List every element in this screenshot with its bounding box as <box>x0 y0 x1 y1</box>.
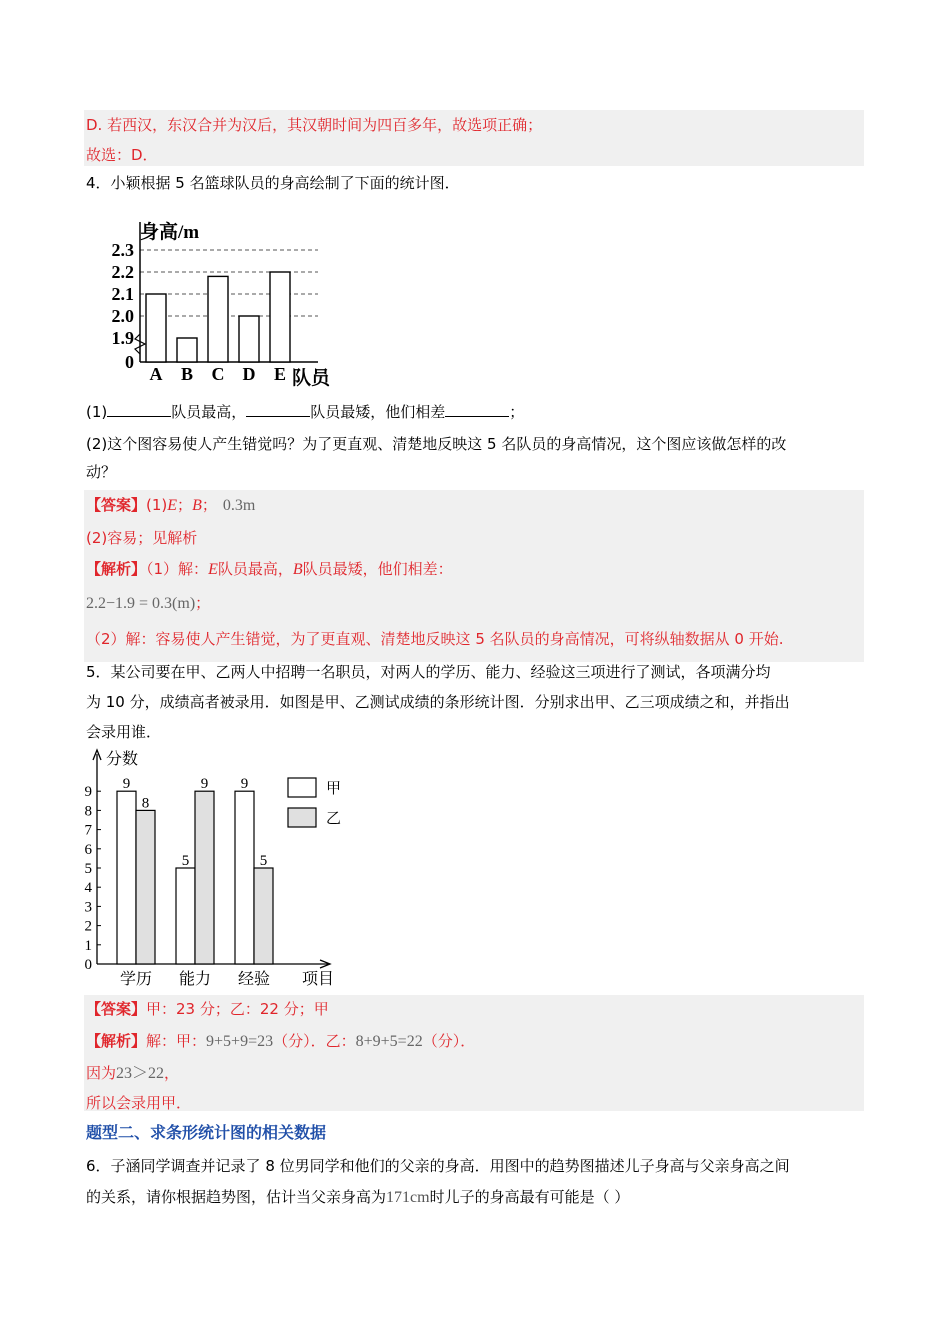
q4-ylabel: 身高/m <box>140 222 200 243</box>
q4-analysis-1 <box>86 558 453 581</box>
q5-conclusion: 所以会录用甲． <box>86 1094 192 1112</box>
q5-ytick-label: 0 <box>84 957 92 973</box>
q4-bar-C <box>208 276 228 362</box>
q4-xlabel: 队员 <box>292 368 331 389</box>
q4-ana1-bb: B <box>292 561 303 578</box>
q4-ans1-e: E <box>167 497 178 514</box>
q4-ytick-label: 0 <box>125 352 134 372</box>
answer-line-d: D. 若西汉，东汉合并为汉后，其汉朝时间为四百多年，故选项正确； <box>86 116 543 134</box>
q5-bar-乙-经验 <box>254 868 273 964</box>
q5-formula-2: 8+9+5=22 <box>355 1033 423 1050</box>
q4-bar-E <box>270 272 290 362</box>
q5-ytick-label: 5 <box>84 861 92 877</box>
q4-ytick-label: 2.2 <box>111 262 134 282</box>
q5-legend-label-乙: 乙 <box>326 811 342 827</box>
q5-because-b: ， <box>164 1064 180 1082</box>
q5-legend-label-甲: 甲 <box>326 781 342 797</box>
q5-bar-value-label: 8 <box>141 795 150 812</box>
q5-answer <box>86 998 329 1020</box>
q5-answer-tag: 【答案】 <box>86 1000 147 1018</box>
q5-bar-value-label: 9 <box>122 776 131 793</box>
q4-height-chart <box>100 212 350 392</box>
q6-stem-2b: 时儿子的身高最有可能是（ ） <box>429 1188 630 1206</box>
q6-height-value: 171cm <box>386 1189 430 1206</box>
q5-xtick-经验: 经验 <box>237 971 271 988</box>
q4-part1-b: 队员最高， <box>171 403 247 421</box>
q5-ytick-label: 7 <box>84 822 92 839</box>
q4-analysis-formula <box>86 592 210 615</box>
q4-blank-3[interactable] <box>445 402 509 417</box>
q5-score-chart <box>80 746 360 990</box>
q5-xtick-学历: 学历 <box>119 971 153 988</box>
q4-bar-A <box>146 294 166 362</box>
q4-ana1-c: 队员最矮，他们相差： <box>302 560 453 578</box>
q5-ana-c: （分）． <box>422 1032 476 1050</box>
q5-xlabel: 项目 <box>302 971 335 988</box>
q4-ans1-sep2: ； <box>201 496 217 514</box>
q5-bar-value-label: 5 <box>259 853 268 869</box>
q5-because <box>86 1062 179 1085</box>
q5-because-a: 因为 <box>86 1064 117 1082</box>
q4-ans1-value: 0.3m <box>222 497 256 514</box>
q4-ytick-label: 2.1 <box>111 284 134 304</box>
q4-xtick-C: C <box>211 364 225 384</box>
q4-part2-line1: (2)这个图容易使人产生错觉吗？为了更直观、清楚地反映这 5 名队员的身高情况，这个图应该做怎样的改 <box>86 435 787 453</box>
q4-answer-tag: 【答案】 <box>86 496 147 514</box>
q5-ana-b: （分）．乙： <box>273 1032 356 1050</box>
q4-bar-D <box>239 316 259 362</box>
q4-formula: 2.2−1.9 = 0.3(m) <box>86 595 196 612</box>
q5-because-formula: 23＞22 <box>116 1065 165 1082</box>
q5-analysis <box>86 1030 475 1053</box>
q5-ana-a: 解：甲： <box>146 1032 207 1050</box>
q4-ytick-label: 1.9 <box>111 328 134 348</box>
q5-xtick-能力: 能力 <box>178 971 212 988</box>
q5-ylabel: 分数 <box>106 751 139 768</box>
q5-ytick-label: 4 <box>84 880 92 897</box>
q5-ytick-label: 8 <box>84 803 92 820</box>
q5-stem-3: 会录用谁． <box>86 723 162 741</box>
q5-bar-乙-学历 <box>136 810 155 964</box>
q5-ytick-label: 3 <box>84 899 92 916</box>
q5-bar-甲-经验 <box>235 791 254 964</box>
q5-formula-1: 9+5+9=23 <box>206 1033 274 1050</box>
q5-ytick-label: 6 <box>84 841 92 858</box>
q6-stem-1: 6．子涵同学调查并记录了 8 位男同学和他们的父亲的身高．用图中的趋势图描述儿子身高与父亲身高之间 <box>86 1157 790 1175</box>
q4-formula-end: ； <box>195 594 211 612</box>
q5-ytick-label: 1 <box>84 937 92 954</box>
q4-xtick-D: D <box>242 364 256 384</box>
q4-ytick-label: 2.3 <box>111 240 134 260</box>
q5-answer-text: 甲：23 分；乙：22 分；甲 <box>146 1000 329 1018</box>
q4-part1-c: 队员最矮，他们相差 <box>310 403 446 421</box>
q5-ytick-label: 2 <box>84 918 92 935</box>
section-title: 题型二、求条形统计图的相关数据 <box>86 1123 327 1142</box>
q6-stem-2a: 的关系，请你根据趋势图，估计当父亲身高为 <box>86 1188 387 1206</box>
q4-part1-a: (1) <box>86 403 108 421</box>
answer-line-select: 故选：D． <box>86 146 158 164</box>
q4-analysis-tag: 【解析】 <box>86 560 147 578</box>
q4-part2-line2: 动？ <box>86 463 117 481</box>
q4-xtick-A: A <box>149 364 163 384</box>
q5-stem-1: 5．某公司要在甲、乙两人中招聘一名职员，对两人的学历、能力、经验这三项进行了测试，各项满分均 <box>86 663 771 681</box>
q5-bar-乙-能力 <box>195 791 214 964</box>
q5-analysis-tag: 【解析】 <box>86 1032 147 1050</box>
q4-bar-B <box>177 338 197 362</box>
q4-ana1-e: E <box>208 561 218 578</box>
q5-bar-甲-能力 <box>176 868 195 964</box>
q6-stem-2 <box>86 1186 629 1209</box>
q4-part1-d: ； <box>509 403 525 421</box>
q4-blank-2[interactable] <box>246 402 310 417</box>
q4-ytick-label: 2.0 <box>111 306 134 326</box>
q5-legend-swatch-甲 <box>288 778 316 797</box>
q4-ans1-a: (1) <box>146 496 168 514</box>
q4-blank-1[interactable] <box>107 402 171 417</box>
q4-xtick-B: B <box>180 364 194 384</box>
q5-ytick-label: 9 <box>84 784 92 801</box>
q4-ana1-a: （1）解： <box>146 560 209 578</box>
q4-ans1-sep: ； <box>177 496 193 514</box>
q4-answer-2: (2)容易；见解析 <box>86 529 198 547</box>
q4-analysis-2: （2）解：容易使人产生错觉，为了更直观、清楚地反映这 5 名队员的身高情况，可将纵轴数据从 0 开始. <box>86 630 784 648</box>
q5-stem-2: 为 10 分，成绩高者被录用．如图是甲、乙测试成绩的条形统计图．分别求出甲、乙三项成绩之和，并指出 <box>86 693 790 711</box>
q4-answer-1 <box>86 494 255 517</box>
q5-legend-swatch-乙 <box>288 808 316 827</box>
q4-ans1-b: B <box>192 497 202 514</box>
q5-bar-value-label: 5 <box>181 853 190 869</box>
q4-xtick-E: E <box>273 364 287 384</box>
q4-ana1-b: 队员最高， <box>217 560 293 578</box>
q4-stem: 4．小颖根据 5 名篮球队员的身高绘制了下面的统计图． <box>86 174 460 192</box>
q5-bar-甲-学历 <box>117 791 136 964</box>
q5-bar-value-label: 9 <box>240 776 249 793</box>
q5-bar-value-label: 9 <box>200 776 209 793</box>
q4-part1 <box>86 401 524 423</box>
